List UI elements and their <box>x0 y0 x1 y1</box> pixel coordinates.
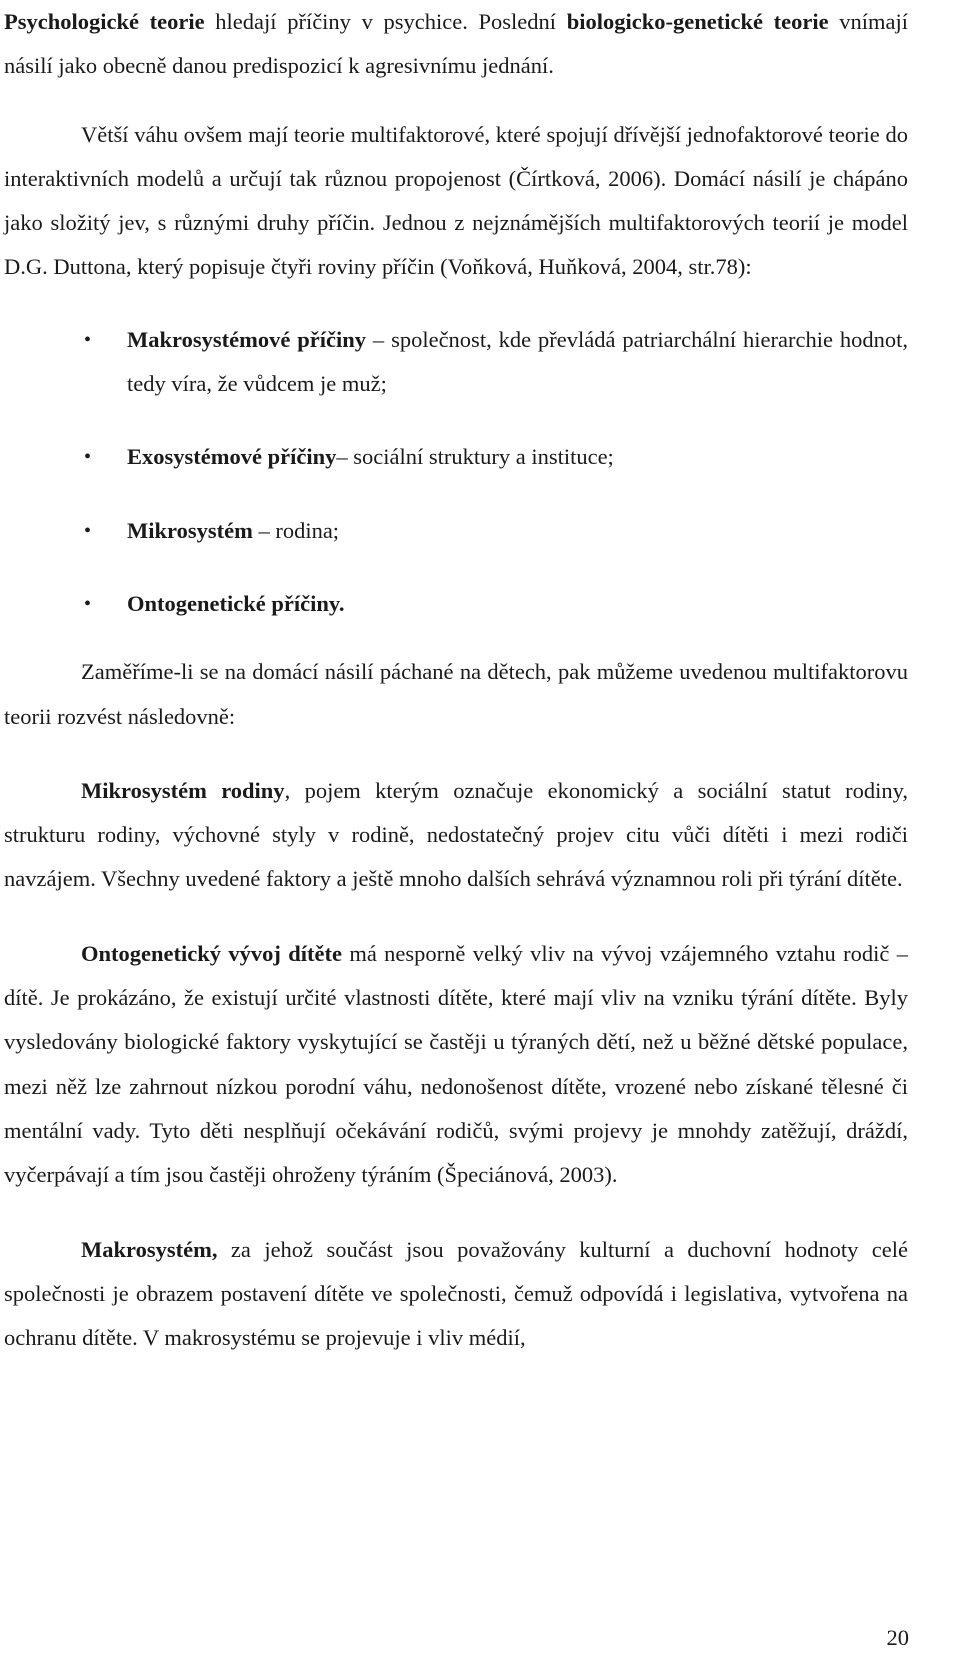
bullet-icon: • <box>84 519 92 542</box>
paragraph-text: má nesporně velký vliv na vývoj vzájemného vztahu rodič – dítě. Je prokázáno, že existují určité vlastnosti dítěte, které mají vliv na vzniku týrání dítěte. Byly vysledovány biologické faktory vyskytující se častěji u týraných dětí, než u běžné dětské populace, mezi něž lze zahrnout nízkou porodní váhu, nedonošenost dítěte, vrozené nebo získané tělesné či mentální vady. Tyto děti nesplňují očekávání rodičů, svými projevy je mnohdy zatěžují, dráždí, vyčerpávají a tím jsou častěji ohroženy týráním (Špeciánová, 2003). <box>4 940 908 1188</box>
list-item-text: – rodina; <box>252 517 340 543</box>
list-item-text: – společnost, kde převládá patriarchální hierarchie hodnot, tedy víra, že vůdcem je muž; <box>127 326 908 397</box>
bold-term: biologicko-genetické teorie <box>566 9 829 34</box>
paragraph-multifactor: Větší váhu ovšem mají teorie multifaktorové, které spojují dřívější jednofaktorové teorie do interaktivních modelů a určují tak různou propojenost (Čírtková, 2006). Domácí násilí je chápáno jako složitý jev, s různými druhy příčin. Jednou z nejznámějších multifaktorových teorií je model D.G. Duttona, který popisuje čtyři roviny příčin (Voňková, Huňková, 2004, str.78): <box>4 121 908 280</box>
paragraph-ontogenetic <box>4 932 908 1198</box>
bullet-icon: • <box>84 446 92 469</box>
bold-term: Psychologické teorie <box>4 9 205 34</box>
bold-term: Mikrosystém <box>127 517 253 543</box>
paragraph-text: , pojem kterým označuje ekonomický a sociální statut rodiny, strukturu rodiny, výchovné styly v rodině, nedostatečný projev citu vůči dítěti i mezi rodiči navzájem. Všechny uvedené faktory a ještě mnoho dalších sehrává významnou roli při týrání dítěte. <box>4 777 908 892</box>
paragraph-children-violence: Zaměříme-li se na domácí násilí páchané na dětech, pak můžeme uvedenou multifaktorovu teorii rozvést následovně: <box>4 659 908 729</box>
bold-term: Makrosystémové příčiny <box>127 326 366 352</box>
list-item <box>4 318 908 407</box>
list-item <box>4 435 908 479</box>
bold-term: Exosystémové příčiny <box>127 444 337 470</box>
paragraph-text: hledají příčiny v psychice. Poslední <box>204 9 567 34</box>
paragraph-microsystem <box>4 769 908 902</box>
list-item <box>4 582 908 626</box>
bold-term: Mikrosystém rodiny <box>81 777 285 803</box>
bullet-icon: • <box>84 592 92 615</box>
paragraph-theories-intro <box>4 0 908 89</box>
paragraph-text: za jehož součást jsou považovány kulturní a duchovní hodnoty celé společnosti je obrazem postavení dítěte ve společnosti, čemuž odpovídá i legislativa, vytvořena na ochranu dítěte. V makrosystému se projevuje i vliv médií, <box>4 1236 908 1351</box>
bold-term: Makrosystém, <box>81 1236 218 1262</box>
paragraph-macrosystem <box>4 1228 908 1361</box>
document-page <box>4 0 908 1360</box>
page-number: 20 <box>886 1625 909 1650</box>
bullet-icon: • <box>84 328 92 351</box>
list-item-text: – sociální struktury a instituce; <box>336 444 614 470</box>
bold-term: Ontogenetický vývoj dítěte <box>81 940 342 966</box>
paragraph-text: vnímají násilí jako obecně danou predispozicí k agresivnímu jednání. <box>4 9 908 79</box>
bold-term: Ontogenetické příčiny. <box>127 590 345 616</box>
causes-list <box>4 318 908 626</box>
list-item <box>4 509 908 553</box>
